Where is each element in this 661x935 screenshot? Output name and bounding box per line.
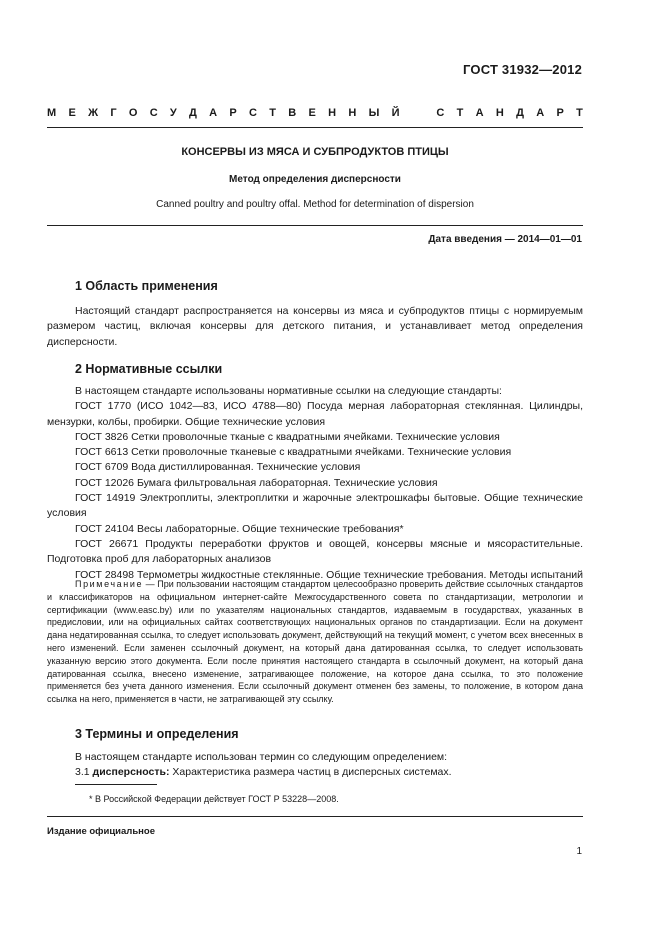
reference-item: ГОСТ 28498 Термометры жидкостные стеклянные. Общие технические требования. Методы испытаний (75, 568, 583, 581)
banner-letter: С (436, 107, 445, 119)
term-definition: Характеристика размера частиц в дисперсных системах. (172, 766, 452, 779)
official-edition-label: Издание официальное (47, 826, 155, 837)
terms-intro: В настоящем стандарте использован термин со следующим определением: (75, 751, 448, 763)
section-3-heading: 3 Термины и определения (75, 727, 239, 741)
reference-item: ГОСТ 26671 Продукты переработки фруктов и овощей, консервы мясные и мясорастительные. Подготовка проб для лабораторных анализов (47, 537, 583, 566)
banner-letter: Д (189, 107, 197, 119)
reference-item: ГОСТ 1770 (ИСО 1042—83, ИСО 4788—80) Посуда мерная лабораторная стеклянная. Цилиндры, мензурки, колбы, пробирки. Общие технические условия (47, 400, 583, 428)
scope-paragraph: Настоящий стандарт распространяется на консервы из мяса и субпродуктов птицы с нормируемым размером частиц, включая консервы для детского питания, и устанавливает метод определения дисперсности. (47, 305, 583, 348)
note-label: Примечание (75, 579, 144, 589)
section-2-heading: 2 Нормативные ссылки (75, 362, 223, 376)
title-divider (47, 225, 583, 226)
banner-letter: А (475, 107, 484, 119)
reference-item: ГОСТ 24104 Весы лабораторные. Общие технические требования* (75, 522, 404, 535)
page-number: 1 (576, 846, 582, 857)
banner-letter: Е (308, 107, 316, 119)
banner-letter: М (47, 107, 57, 119)
banner-letter: Т (456, 107, 464, 119)
term-name: дисперсность: (92, 766, 170, 779)
introduction-date: Дата введения — 2014—01—01 (428, 234, 582, 245)
banner-letter: Н (495, 107, 504, 119)
banner-letter: Й (391, 107, 400, 119)
terms-definitions (47, 750, 583, 781)
footnote: * В Российской Федерации действует ГОСТ Р 53228—2008. (89, 794, 339, 804)
banner-letter: С (249, 107, 257, 119)
section-1-text (47, 304, 583, 350)
banner-letter: Т (269, 107, 276, 119)
banner-letter: Т (576, 107, 583, 119)
footnote-divider (75, 784, 157, 785)
reference-item: ГОСТ 6709 Вода дистиллированная. Технические условия (75, 461, 361, 474)
note-text: — При пользовании настоящим стандартом целесообразно проверить действие ссылочных стандартов и классификаторов на официальном интернет-сайте Межгосударственного совета по стандартизации, метрологии и сертификации (www.easc.by) или по указателям национальных стандартов, издаваемым в государствах, указанных в предисловии, или на официальных сайтах соответствующих национальных органов по стандартизации. Если на документ дана недатированная ссылка, то следует использовать документ, действующий на текущий момент, с учетом всех внесенных в него изменений. Если заменен ссылочный документ, на который дана датированная ссылка, то следует использовать указанную версию этого документа. Если после принятия настоящего стандарта в ссылочный документ, на который дана датированная ссылка, внесено изменение, затрагивающее положение, на которое дана ссылка, то это положение применяется без учета данного изменения. Если ссылочный документ отменен без замены, то положение, в котором дана ссылка на него, применяется в части, не затрагивающей эту ссылку. (47, 579, 583, 705)
reference-item: ГОСТ 3826 Сетки проволочные тканые с квадратными ячейками. Технические условия (75, 430, 500, 443)
reference-item: ГОСТ 14919 Электроплиты, электроплитки и жарочные электрошкафы бытовые. Общие технические условия (47, 492, 583, 520)
reference-item: ГОСТ 6613 Сетки проволочные тканевые с квадратными ячейками. Технические условия (75, 446, 512, 459)
term-entry (47, 765, 583, 780)
document-title: КОНСЕРВЫ ИЗ МЯСА И СУБПРОДУКТОВ ПТИЦЫ (181, 146, 449, 158)
banner-letter: А (536, 107, 545, 119)
banner-letter: О (128, 107, 138, 119)
references-intro: В настоящем стандарте использованы нормативные ссылки на следующие стандарты: (75, 385, 502, 397)
banner-letter: С (149, 107, 158, 119)
normative-references (47, 384, 583, 583)
banner-letter: Ы (368, 107, 380, 119)
document-title-english: Canned poultry and poultry offal. Method for determination of dispersion (156, 199, 474, 210)
document-code: ГОСТ 31932—2012 (463, 62, 582, 77)
banner-letter: Р (556, 107, 564, 119)
interstate-standard-banner (47, 107, 583, 119)
banner-letter: Н (348, 107, 357, 119)
references-note (47, 578, 583, 706)
banner-letter: У (169, 107, 177, 119)
term-number: 3.1 (75, 766, 90, 779)
banner-letter: А (209, 107, 218, 119)
banner-letter: Д (516, 107, 524, 119)
banner-letter: Р (229, 107, 237, 119)
footer-divider (47, 816, 583, 817)
reference-item: ГОСТ 12026 Бумага фильтровальная лабораторная. Технические условия (75, 476, 438, 489)
document-subtitle: Метод определения дисперсности (229, 174, 401, 185)
banner-letter: В (288, 107, 297, 119)
section-1-heading: 1 Область применения (75, 279, 218, 293)
banner-letter: Ж (88, 107, 99, 119)
banner-letter: Г (110, 107, 117, 119)
banner-letter: Е (68, 107, 76, 119)
banner-letter: Н (328, 107, 337, 119)
header-divider (47, 127, 583, 128)
